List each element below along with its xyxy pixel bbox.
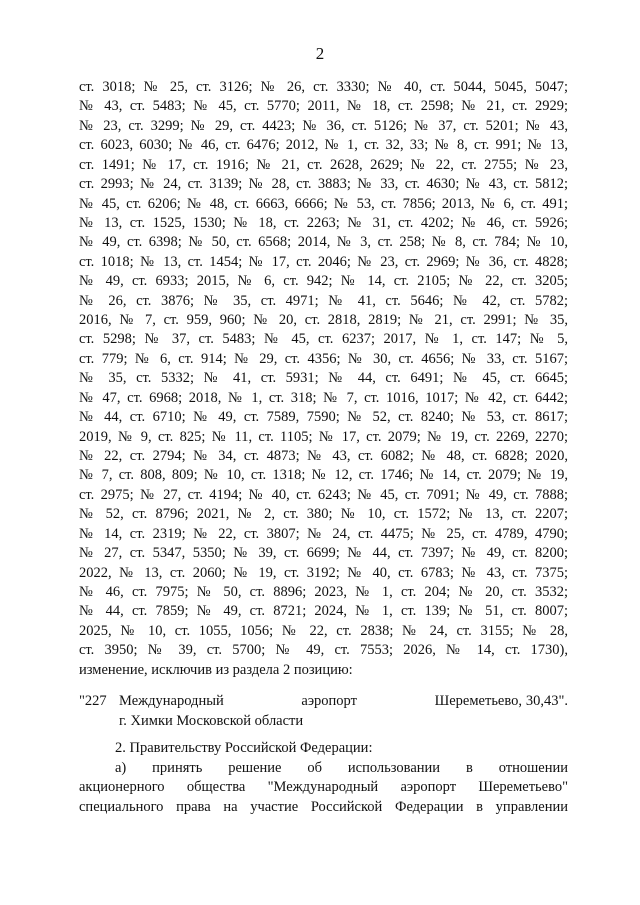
body-line: ст. 2993; № 24, ст. 3139; № 28, ст. 3883; № 33, ст. 4630; № 43, ст. 5812; <box>79 176 568 193</box>
body-line: № 22, ст. 2794; № 34, ст. 4873; № 43, ст. 6082; № 48, ст. 6828; 2020, <box>79 448 568 465</box>
body-line: № 46, ст. 7975; № 50, ст. 8896; 2023, № 1, ст. 204; № 20, ст. 3532; <box>79 583 568 600</box>
item-a-line: акционерного общества "Международный аэропорт Шереметьево" <box>79 779 568 795</box>
body-line: № 44, ст. 6710; № 49, ст. 7589, 7590; № 52, ст. 8240; № 53, ст. 8617; <box>79 409 568 426</box>
body-line: № 14, ст. 2319; № 22, ст. 3807; № 24, ст. 4475; № 25, ст. 4789, 4790; <box>79 525 568 542</box>
body-line: изменение, исключив из раздела 2 позицию: <box>79 661 353 678</box>
entry-code: "227 <box>79 693 107 709</box>
body-line: № 35, ст. 5332; № 41, ст. 5931; № 44, ст. 6491; № 45, ст. 6645; <box>79 370 568 387</box>
entry-value: 30,43". <box>525 693 568 709</box>
body-line: № 43, ст. 5483; № 45, ст. 5770; 2011, № 18, ст. 2598; № 21, ст. 2929; <box>79 98 568 115</box>
legislation-references <box>79 78 568 680</box>
body-line: № 44, ст. 7859; № 49, ст. 8721; 2024, № 1, ст. 139; № 51, ст. 8007; <box>79 603 568 620</box>
body-line: ст. 6023, 6030; № 46, ст. 6476; 2012, № 1, ст. 32, 33; № 8, ст. 991; № 13, <box>79 137 568 154</box>
body-line: ст. 3950; № 39, ст. 5700; № 49, ст. 7553; 2026, № 14, ст. 1730), <box>79 642 568 659</box>
body-line: № 49, ст. 6933; 2015, № 6, ст. 942; № 14, ст. 2105; № 22, ст. 3205; <box>79 273 568 290</box>
body-line: № 47, ст. 6968; 2018, № 1, ст. 318; № 7, ст. 1016, 1017; № 42, ст. 6442; <box>79 389 568 406</box>
section-2 <box>79 739 568 817</box>
entry-name-line2: г. Химки Московской области <box>119 713 304 729</box>
item-a-line: специального права на участие Российской Федерации в управлении <box>79 798 568 815</box>
item-a-continuation <box>79 778 568 817</box>
body-line: 2022, № 13, ст. 2060; № 19, ст. 3192; № 40, ст. 6783; № 43, ст. 7375; <box>79 564 568 581</box>
body-line: № 7, ст. 808, 809; № 10, ст. 1318; № 12, ст. 1746; № 14, ст. 2079; № 19, <box>79 467 568 484</box>
body-line: ст. 5298; № 37, ст. 5483; № 45, ст. 6237; 2017, № 1, ст. 147; № 5, <box>79 331 568 348</box>
body-line: № 13, ст. 1525, 1530; № 18, ст. 2263; № 31, ст. 4202; № 46, ст. 5926; <box>79 214 568 231</box>
body-line: № 45, ст. 6206; № 48, ст. 6663, 6666; № 53, ст. 7856; 2013, № 6, ст. 491; <box>79 195 568 212</box>
body-line: ст. 3018; № 25, ст. 3126; № 26, ст. 3330; № 40, ст. 5044, 5045, 5047; <box>79 79 568 95</box>
item-a-first-line: а) принять решение об использовании в отношении <box>115 759 568 776</box>
body-line: ст. 1018; № 13, ст. 1454; № 17, ст. 2046; № 23, ст. 2969; № 36, ст. 4828; <box>79 253 568 270</box>
body-line: 2016, № 7, ст. 959, 960; № 20, ст. 2818, 2819; № 21, ст. 2991; № 35, <box>79 312 568 329</box>
excluded-position-entry <box>79 691 568 731</box>
body-line: № 27, ст. 5347, 5350; № 39, ст. 6699; № 44, ст. 7397; № 49, ст. 8200; <box>79 545 568 562</box>
section-2-heading: 2. Правительству Российской Федерации: <box>115 740 373 756</box>
body-line: № 26, ст. 3876; № 35, ст. 4971; № 41, ст. 5646; № 42, ст. 5782; <box>79 292 568 309</box>
entry-name-line1: Международный аэропорт Шереметьево, <box>119 693 522 709</box>
body-line: ст. 779; № 6, ст. 914; № 29, ст. 4356; № 30, ст. 4656; № 33, ст. 5167; <box>79 350 568 367</box>
body-line: № 49, ст. 6398; № 50, ст. 6568; 2014, № 3, ст. 258; № 8, ст. 784; № 10, <box>79 234 568 251</box>
body-line: ст. 1491; № 17, ст. 1916; № 21, ст. 2628, 2629; № 22, ст. 2755; № 23, <box>79 156 568 173</box>
page-number: 2 <box>315 44 325 63</box>
body-line: № 52, ст. 8796; 2021, № 2, ст. 380; № 10, ст. 1572; № 13, ст. 2207; <box>79 506 568 523</box>
body-line: 2019, № 9, ст. 825; № 11, ст. 1105; № 17, ст. 2079; № 19, ст. 2269, 2270; <box>79 428 568 445</box>
body-line: 2025, № 10, ст. 1055, 1056; № 22, ст. 2838; № 24, ст. 3155; № 28, <box>79 622 568 639</box>
body-line: ст. 2975; № 27, ст. 4194; № 40, ст. 6243; № 45, ст. 7091; № 49, ст. 7888; <box>79 486 568 503</box>
body-line: № 23, ст. 3299; № 29, ст. 4423; № 36, ст. 5126; № 37, ст. 5201; № 43, <box>79 117 568 134</box>
